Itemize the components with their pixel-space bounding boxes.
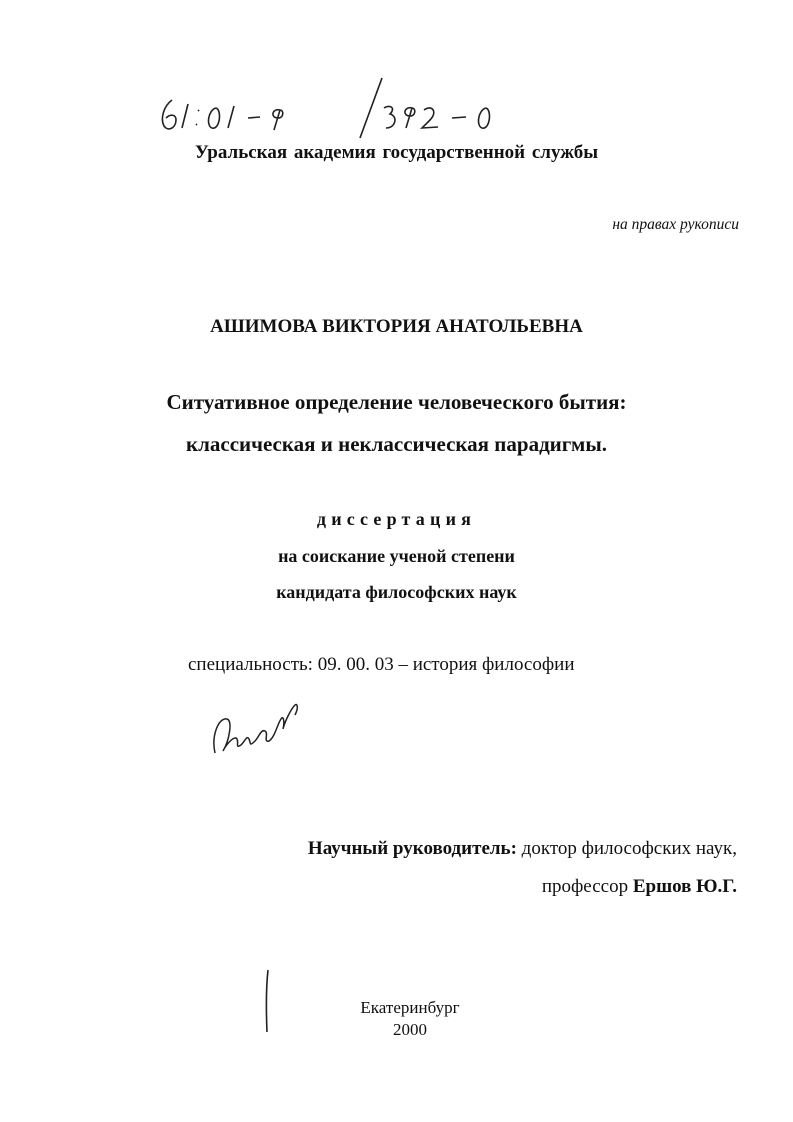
city: Екатеринбург	[360, 998, 460, 1017]
handwritten-archive-code	[150, 70, 510, 140]
supervisor-line1	[308, 838, 737, 860]
rights-note: на правах рукописи	[612, 216, 739, 233]
supervisor-line2	[542, 876, 737, 898]
supervisor-title: профессор	[541, 876, 633, 897]
dissertation-title-line1: Ситуативное определение человеческого бытия:	[166, 390, 627, 414]
degree-line2: кандидата философских наук	[276, 582, 517, 602]
specialty: специальность: 09. 00. 03 – история философии	[188, 654, 575, 675]
degree-line1: на соискание ученой степени	[278, 546, 515, 566]
supervisor-credentials: доктор философских наук,	[516, 838, 737, 859]
margin-line	[262, 968, 272, 1034]
supervisor-name: Ершов Ю.Г.	[632, 876, 737, 897]
work-type: диссертация	[316, 509, 477, 529]
author-name: АШИМОВА ВИКТОРИЯ АНАТОЛЬЕВНА	[210, 316, 583, 337]
handwritten-signature	[205, 695, 310, 765]
dissertation-title-line2: классическая и неклассическая парадигмы.	[186, 432, 607, 456]
supervisor-label: Научный руководитель:	[307, 838, 517, 859]
institution-name: Уральская академия государственной службы	[194, 142, 599, 163]
year: 2000	[393, 1020, 427, 1039]
